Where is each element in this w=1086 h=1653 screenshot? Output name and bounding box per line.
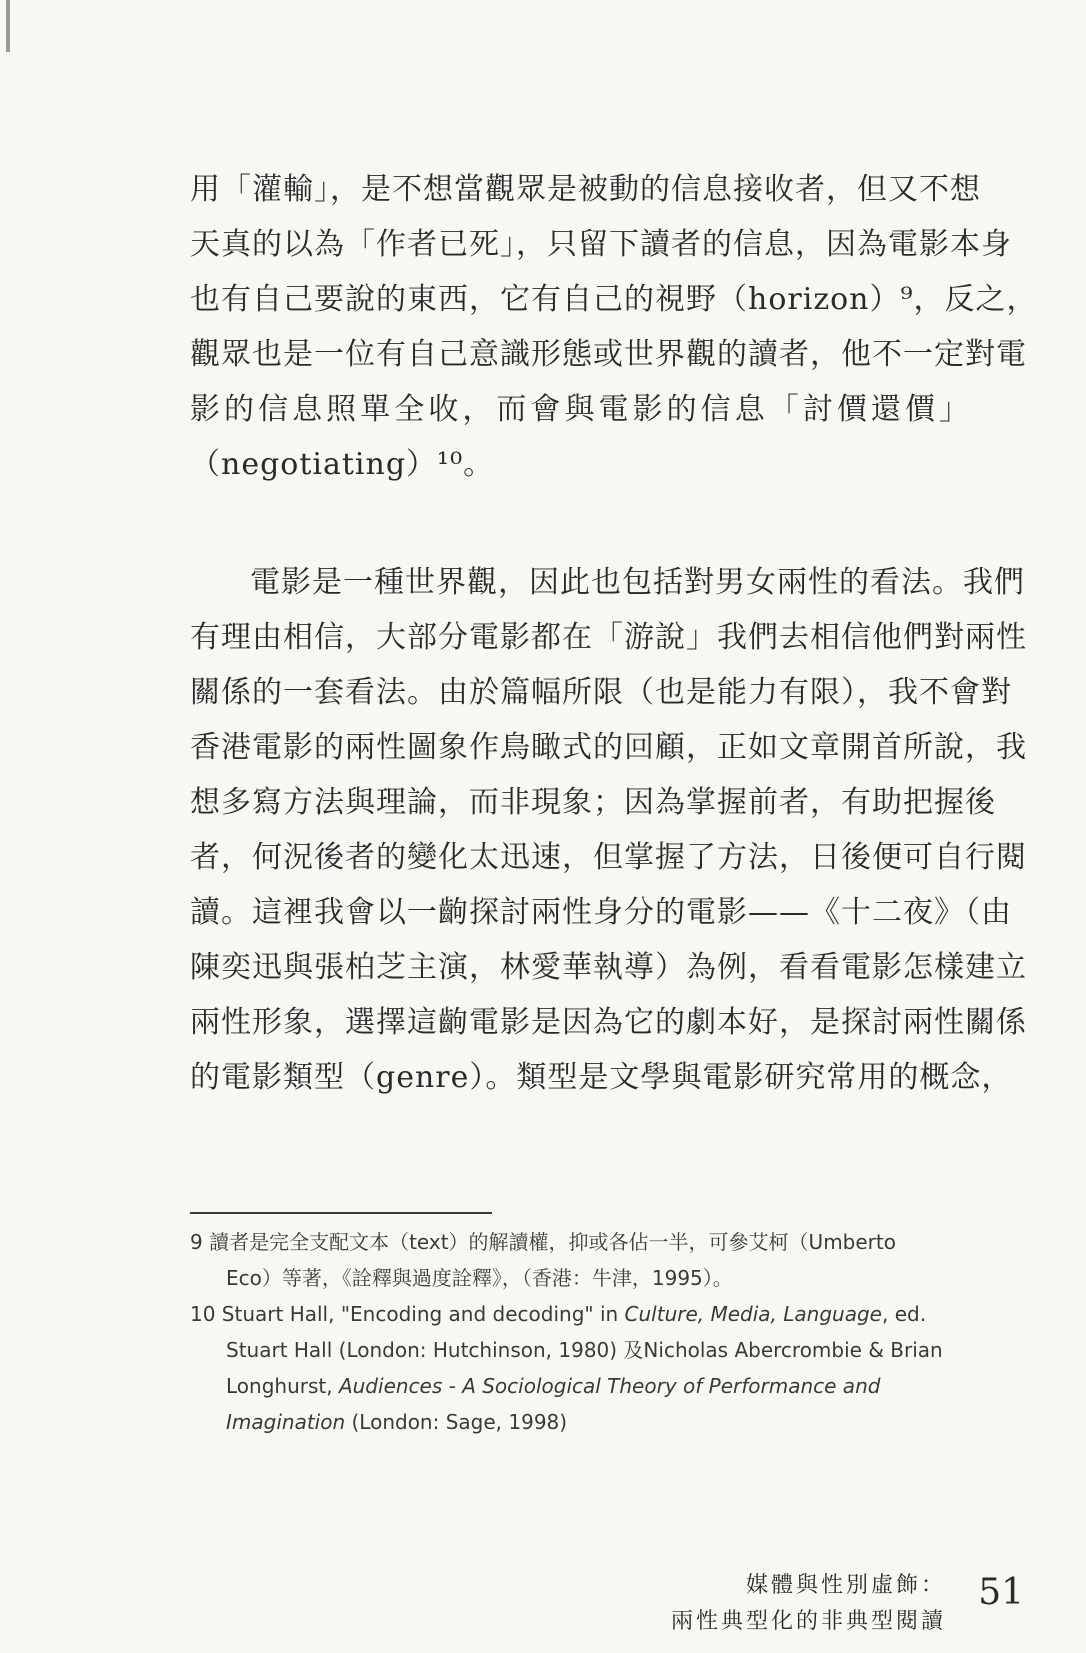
footnote-10-line [190,1296,990,1332]
footnote-10-line [190,1368,990,1404]
footnote-text: 10 Stuart Hall, "Encoding and decoding" in [190,1302,625,1326]
page-edge-mark [6,0,10,52]
text-line: （negotiating）¹⁰。 [190,447,495,482]
page-number: 51 [978,1572,1024,1613]
text-line: 讀。這裡我會以一齣探討兩性身分的電影——《十二夜》（由 [190,895,1012,930]
footnote-9-line: Eco）等著，《詮釋與過度詮釋》，（香港：牛津，1995）。 [226,1266,733,1290]
text-line: 電影是一種世界觀，因此也包括對男女兩性的看法。我們 [250,565,1025,600]
footnote-text: (London: Sage, 1998) [345,1410,568,1434]
text-line: 有理由相信，大部分電影都在「游說」我們去相信他們對兩性 [190,620,1027,655]
footnote-text: , ed. [881,1302,927,1326]
footnote-italic-title: Imagination [226,1410,346,1434]
text-line: 兩性形象，選擇這齣電影是因為它的劇本好，是探討兩性關係 [190,1005,1027,1040]
text-line: 的電影類型（genre）。類型是文學與電影研究常用的概念， [190,1060,1013,1095]
paragraph-2 [190,555,1027,1105]
running-title-line-1: 媒體與性別虛飾： [745,1573,946,1598]
text-line: 者，何況後者的變化太迅速，但掌握了方法，日後便可自行閱 [190,840,1027,875]
text-line: 觀眾也是一位有自己意識形態或世界觀的讀者，他不一定對電 [190,337,1027,372]
footnote-italic-title: Audiences - A Sociological Theory of Performance and [338,1374,881,1398]
footnote-divider [190,1212,492,1214]
running-title-line-2: 兩性典型化的非典型閱讀 [670,1609,946,1634]
text-line: 關係的一套看法。由於篇幅所限（也是能力有限），我不會對 [190,675,1012,710]
footnote-italic-title: Culture, Media, Language [624,1302,882,1326]
text-line: 用「灌輸」，是不想當觀眾是被動的信息接收者，但又不想 [190,172,981,207]
text-line: 也有自己要說的東西，它有自己的視野（horizon）⁹，反之， [190,282,1038,317]
text-line: 香港電影的兩性圖象作鳥瞰式的回顧，正如文章開首所說，我 [190,730,1027,765]
text-line: 想多寫方法與理論，而非現象；因為掌握前者，有助把握後 [190,785,996,820]
text-line: 天真的以為「作者已死」，只留下讀者的信息，因為電影本身 [190,227,1012,262]
footnote-9-line: 9 讀者是完全支配文本（text）的解讀權，抑或各佔一半，可參艾柯（Umberto [190,1230,896,1254]
footnotes [190,1224,990,1440]
footnote-10-line: Stuart Hall (London: Hutchinson, 1980) 及Nicholas Abercrombie & Brian [226,1338,943,1362]
footnote-text: Longhurst, [226,1374,339,1398]
footnote-10-line [190,1404,990,1440]
text-line: 影的信息照單全收，而會與電影的信息「討價還價」 [190,392,970,427]
text-line: 陳奕迅與張柏芝主演，林愛華執導）為例，看看電影怎樣建立 [190,950,1027,985]
paragraph-1 [190,162,1038,492]
running-title [671,1568,946,1640]
